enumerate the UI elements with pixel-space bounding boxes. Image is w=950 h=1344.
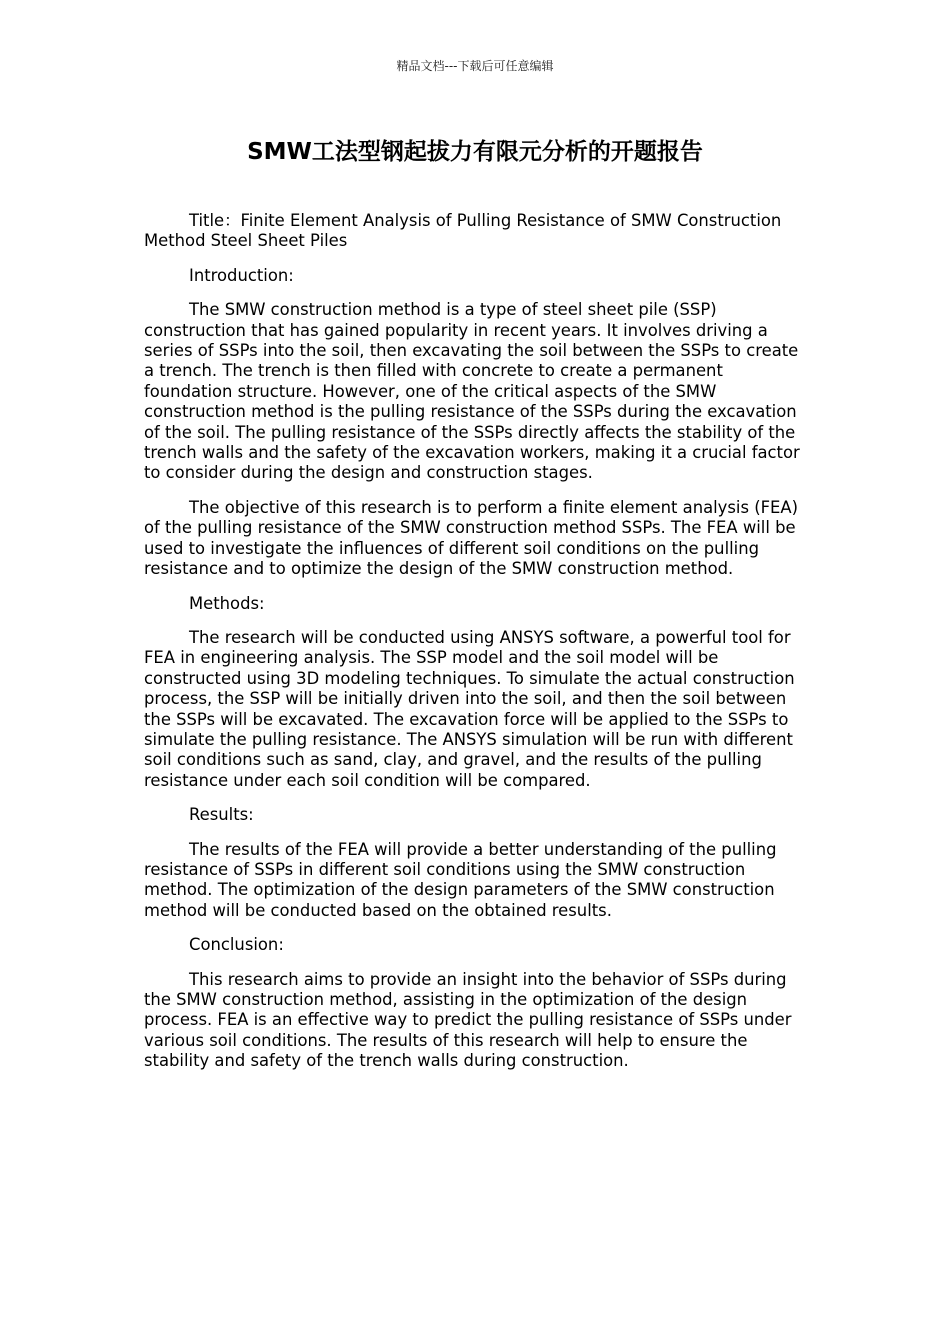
conclusion-heading: Conclusion:: [189, 935, 284, 955]
header-note: 精品文档---下载后可任意编辑: [396, 59, 554, 73]
conclusion-paragraph: This research aims to provide an insight into the behavior of SSPs during the SMW construction method, assisting in the optimization of the design process. FEA is an effective way to predict the pulling resistance of SSPs under various soil conditions. The results of this research will help to ensure the stability and safety of the trench walls during construction.: [144, 969, 792, 1071]
results-heading: Results:: [189, 805, 254, 825]
introduction-paragraph-1: The SMW construction method is a type of steel sheet pile (SSP) construction that has gained popularity in recent years. It involves driving a series of SSPs into the soil, then excavating the soil between the SSPs to create a trench. The trench is then filled with concrete to create a permanent foundation structure. However, one of the critical aspects of the SMW construction method is the pulling resistance of the SSPs during the excavation of the soil. The pulling resistance of the SSPs directly affects the stability of the trench walls and the safety of the excavation workers, making it a crucial factor to consider during the design and construction stages.: [144, 300, 800, 483]
introduction-paragraph-2: The objective of this research is to perform a finite element analysis (FEA) of the pulling resistance of the SMW construction method SSPs. The FEA will be used to investigate the influences of different soil conditions on the pulling resistance and to optimize the design of the SMW construction method.: [144, 497, 799, 579]
title-line: Title：Finite Element Analysis of Pulling Resistance of SMW Construction Method Steel Sheet Piles: [144, 211, 782, 251]
methods-heading: Methods:: [189, 593, 265, 613]
methods-paragraph: The research will be conducted using ANSYS software, a powerful tool for FEA in engineering analysis. The SSP model and the soil model will be constructed using 3D modeling techniques. To simulate the actual construction process, the SSP will be initially driven into the soil, and then the soil between the SSPs will be excavated. The excavation force will be applied to the SSPs to simulate the pulling resistance. The ANSYS simulation will be run with different soil conditions such as sand, clay, and gravel, and the results of the pulling resistance under each soil condition will be compared.: [144, 627, 795, 790]
introduction-heading: Introduction:: [189, 265, 294, 285]
document-title: SMW工法型钢起拔力有限元分析的开题报告: [247, 139, 703, 165]
document-body: [144, 211, 812, 1086]
results-paragraph: The results of the FEA will provide a better understanding of the pulling resistance of SSPs in different soil conditions using the SMW construction method. The optimization of the design parameters of the SMW construction method will be conducted based on the obtained results.: [144, 839, 777, 920]
